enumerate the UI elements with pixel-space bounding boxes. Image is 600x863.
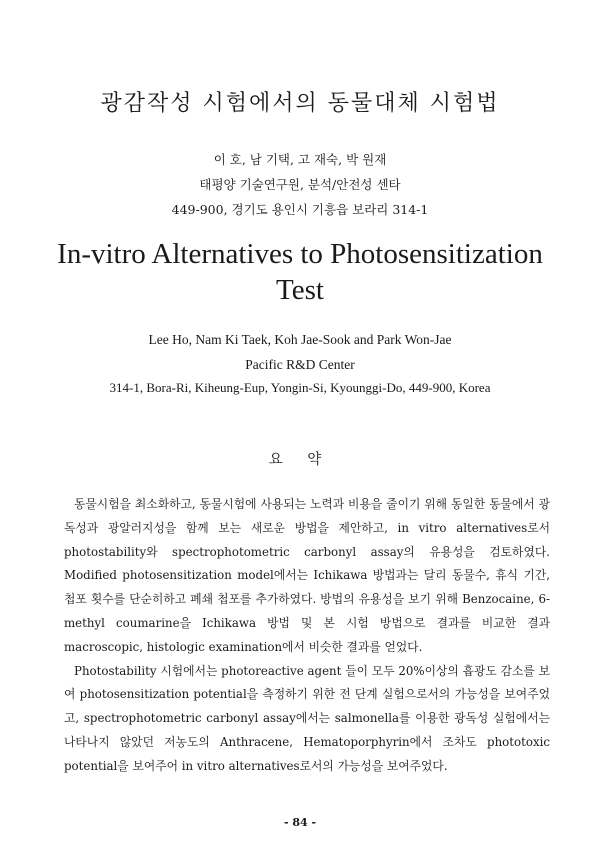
korean-title: 광감작성 시험에서의 동물대체 시험법 [100, 91, 500, 116]
english-title: In-vitro Alternatives to Photosensitization Test [57, 238, 543, 306]
english-address: 314-1, Bora-Ri, Kiheung-Eup, Yongin-Si, Kyounggi-Do, 449-900, Korea [109, 380, 491, 395]
korean-affiliation: 태평양 기술연구원, 분석/안전성 센타 [199, 177, 401, 192]
abstract-paragraph: 동물시험을 최소화하고, 동물시험에 사용되는 노력과 비용을 줄이기 위해 동일한 동물에서 광독성과 광알러지성을 함께 보는 새로운 방법을 제안하고, in vitro alternatives로서 photostability와 spectrophotometric carbonyl assay의 유용성을 검토하였다. Modified photosensitization model에서는 Ichikawa 방법과는 달리 동물수, 휴식 기간, 첩포 횟수를 단순히하고 폐쇄 첩포를 추가하였다. 방법의 유용성을 보기 위해 Benzocaine, 6-methyl coumarine을 Ichikawa 방법 및 본 시험 방법으로 결과를 비교한 결과 macroscopic, histologic examination에서 비슷한 결과를 얻었다. [64, 497, 550, 654]
page-number: - 84 - [283, 816, 317, 829]
english-authors: Lee Ho, Nam Ki Taek, Koh Jae-Sook and Park Won-Jae [148, 332, 452, 347]
abstract-body [64, 493, 550, 779]
english-affiliation: Pacific R&D Center [245, 357, 355, 372]
abstract-paragraph: Photostability 시험에서는 photoreactive agent 들이 모두 20%이상의 흡광도 감소를 보여 photosensitization potential을 측정하기 위한 전 단계 실험으로서의 가능성을 보여주었고, spectrophotometric carbonyl assay에서는 salmonella를 이용한 광독성 실험에서는 나타나지 않았던 저농도의 Anthracene, Hematoporphyrin에서 조차도 phototoxic potential을 보여주어 in vitro alternatives로서의 가능성을 보여주었다. [64, 663, 550, 773]
abstract-heading: 요 약 [268, 452, 332, 468]
korean-address: 449-900, 경기도 용인시 기흥읍 보라리 314-1 [171, 202, 429, 217]
korean-authors: 이 호, 남 기택, 고 재숙, 박 원재 [213, 152, 387, 167]
